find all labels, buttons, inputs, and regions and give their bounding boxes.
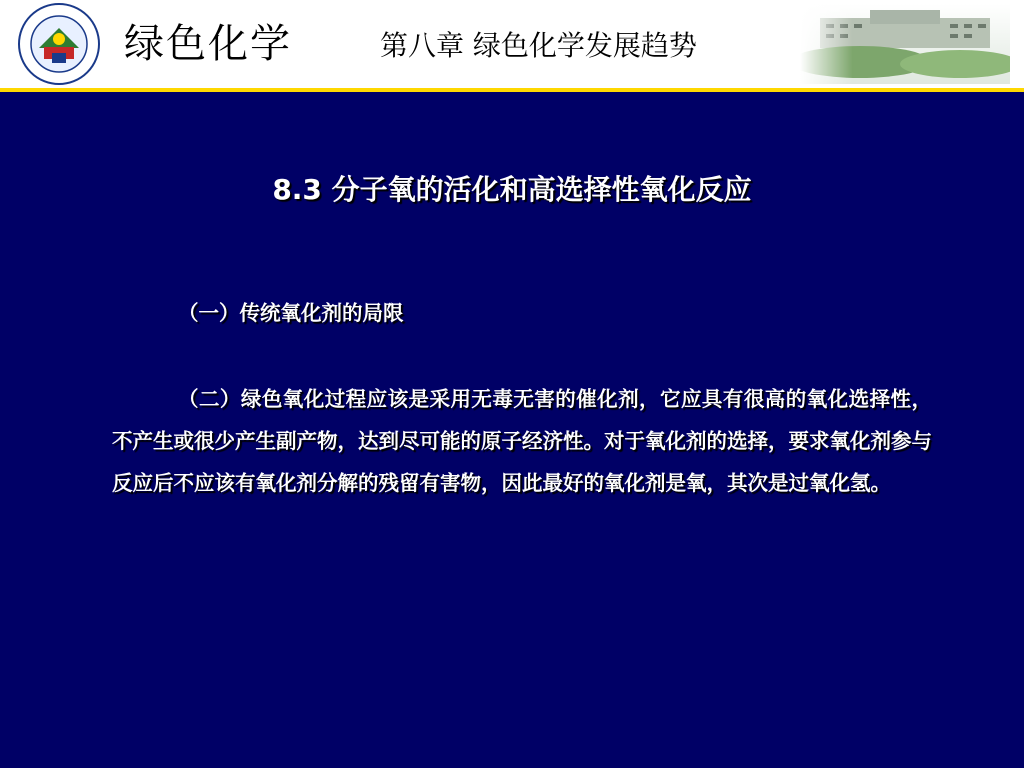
campus-building-image <box>800 4 1010 84</box>
item-1-text: （一）传统氧化剂的局限 <box>178 301 404 325</box>
header-bar <box>0 0 1024 88</box>
item-2-text: （二）绿色氧化过程应该是采用无毒无害的催化剂，它应具有很高的氧化选择性，不产生或很少产生副产物，达到尽可能的原子经济性。对于氧化剂的选择，要求氧化剂参与反应后不应该有氧化剂分解的残留有害物，因此最好的氧化剂是氧，其次是过氧化氢。 <box>112 387 932 495</box>
university-seal-icon <box>18 3 100 85</box>
section-title: 8.3 分子氧的活化和高选择性氧化反应 <box>272 173 752 206</box>
chapter-title: 第八章 绿色化学发展趋势 <box>380 29 697 62</box>
course-title: 绿色化学 <box>124 21 292 67</box>
header-divider <box>0 88 1024 92</box>
